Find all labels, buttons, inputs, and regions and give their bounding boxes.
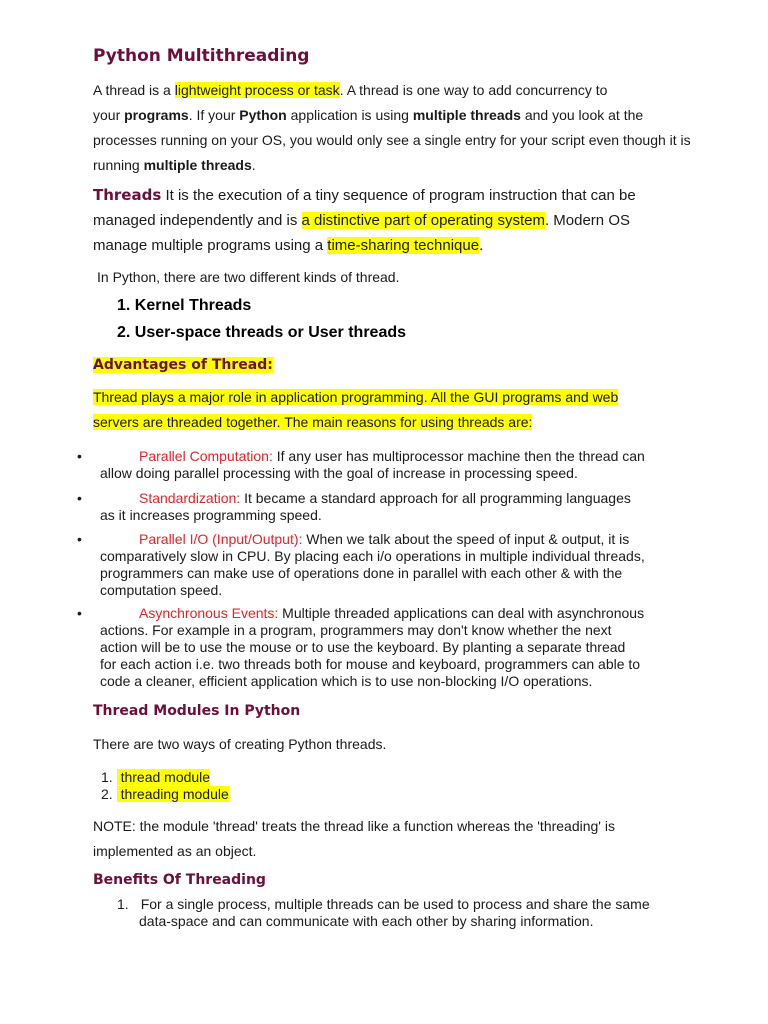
text: Multiple threaded applications can deal with asynchronous <box>278 605 645 621</box>
text: for each action i.e. two threads both for mouse and keyboard, programmers can able to <box>100 656 641 672</box>
text: implemented as an object. <box>93 843 257 859</box>
highlight: threading module <box>116 786 229 802</box>
text: as it increases programming speed. <box>100 507 322 523</box>
advantages-heading <box>93 356 273 373</box>
kinds-intro: In Python, there are two different kinds of thread. <box>97 269 400 285</box>
text: programmers can make use of operations done in parallel with each other & with the <box>100 565 623 581</box>
bullet-icon: • <box>77 448 82 464</box>
text: application is using <box>286 107 413 123</box>
list-item <box>117 297 251 315</box>
list-number: 2. <box>101 786 113 802</box>
text: When we talk about the speed of input & output, it is <box>302 531 630 547</box>
text: . Modern OS <box>544 212 630 229</box>
list-item <box>101 786 229 802</box>
list-item <box>117 324 406 342</box>
list-item <box>117 896 650 930</box>
text: and you look at the <box>520 107 644 123</box>
list-number: 1. <box>117 297 131 314</box>
benefits-heading: Benefits Of Threading <box>93 872 266 888</box>
bullet-icon: • <box>77 490 82 506</box>
highlight: a distinctive part of operating system <box>301 212 545 229</box>
threads-label: Threads <box>93 186 162 204</box>
bold-text: multiple threads <box>412 107 521 123</box>
modules-intro: There are two ways of creating Python threads. <box>93 736 387 752</box>
list-number: 1. <box>101 769 113 785</box>
text: . <box>479 237 484 254</box>
text: running <box>93 157 144 173</box>
bold-text: multiple threads <box>143 157 252 173</box>
highlight: time-sharing technique <box>327 237 480 254</box>
list-label: Kernel Threads <box>134 297 252 314</box>
text: A thread is a <box>93 82 175 98</box>
text: allow doing parallel processing with the goal of increase in processing speed. <box>100 465 578 481</box>
bullet-term: Parallel I/O (Input/Output): <box>139 531 303 547</box>
text: code a cleaner, efficient application which is to use non-blocking I/O operations. <box>100 673 593 689</box>
text: your <box>93 107 125 123</box>
bold-text: programs <box>124 107 189 123</box>
list-label: User-space threads or User threads <box>134 324 407 341</box>
intro-paragraph <box>93 78 713 178</box>
bullet-term: Asynchronous Events: <box>139 605 279 621</box>
text: comparatively slow in CPU. By placing each i/o operations in multiple individual threads, <box>100 548 645 564</box>
highlight: Thread plays a major role in application programming. All the GUI programs and web <box>93 389 619 405</box>
list-number: 1. <box>117 896 129 912</box>
modules-heading: Thread Modules In Python <box>93 703 301 719</box>
page-title: Python Multithreading <box>93 46 310 66</box>
threads-definition <box>93 183 713 258</box>
highlight: servers are threaded together. The main reasons for using threads are: <box>93 414 533 430</box>
text: . <box>251 157 256 173</box>
advantages-paragraph <box>93 385 713 435</box>
text: It is the execution of a tiny sequence of program instruction that can be <box>161 187 636 204</box>
text: NOTE: the module 'thread' treats the thread like a function whereas the 'threading' is <box>93 818 615 834</box>
text: data-space and can communicate with each other by sharing information. <box>139 913 594 929</box>
bullet-icon: • <box>77 605 82 621</box>
text: . If your <box>188 107 240 123</box>
bullet-term: Standardization: <box>139 490 241 506</box>
list-number: 2. <box>117 324 131 341</box>
bullet-icon: • <box>77 531 82 547</box>
text: manage multiple programs using a <box>93 237 328 254</box>
text: . A thread is one way to add concurrency to <box>339 82 608 98</box>
highlight: thread module <box>116 769 211 785</box>
bullet-term: Parallel Computation: <box>139 448 273 464</box>
text: action will be to use the mouse or to use the keyboard. By planting a separate thread <box>100 639 626 655</box>
text: For a single process, multiple threads can be used to process and share the same <box>140 896 650 912</box>
bold-text: Python <box>239 107 287 123</box>
text: actions. For example in a program, programmers may don't know whether the next <box>100 622 612 638</box>
highlight: lightweight process or task <box>174 82 340 98</box>
text: computation speed. <box>100 582 223 598</box>
highlight: Advantages of Thread: <box>93 357 273 373</box>
list-item <box>101 769 210 785</box>
note-paragraph <box>93 814 713 864</box>
text: It became a standard approach for all programming languages <box>240 490 631 506</box>
text: processes running on your OS, you would only see a single entry for your script even though it is <box>93 132 691 148</box>
text: If any user has multiprocessor machine then the thread can <box>272 448 645 464</box>
text: managed independently and is <box>93 212 302 229</box>
